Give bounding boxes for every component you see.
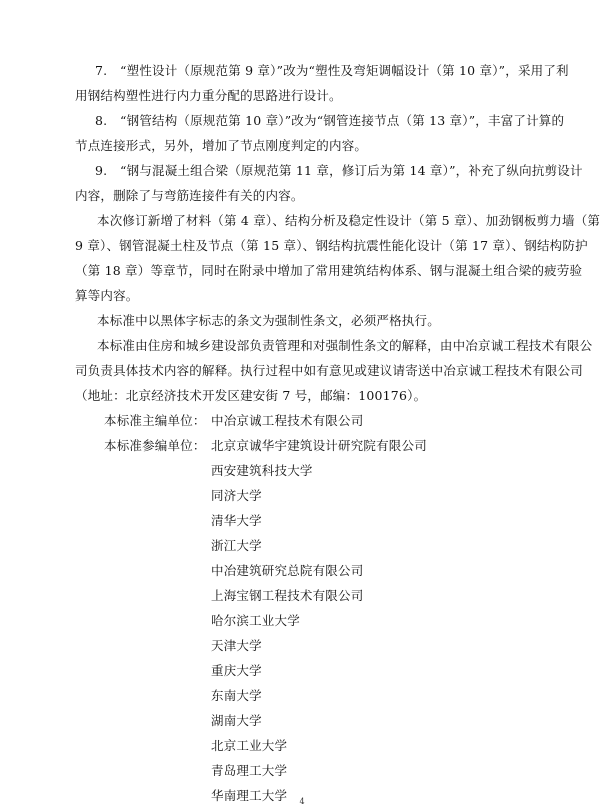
participating-unit: 西安建筑科技大学	[211, 463, 313, 478]
added-content-line-2: 9 章）、钢管混凝土柱及节点（第 15 章）、钢结构抗震性能化设计（第 17 章）、钢结构防护	[75, 238, 588, 253]
participating-unit: 浙江大学	[211, 538, 262, 553]
mandatory-provisions-line: 本标准中以黑体字标志的条文为强制性条文，必须严格执行。	[97, 313, 440, 328]
participating-units-label: 本标准参编单位：	[104, 438, 206, 453]
participating-unit: 北京工业大学	[211, 738, 288, 753]
added-content-line-3: （第 18 章）等章节，同时在附录中增加了常用建筑结构体系、钢与混凝土组合梁的疲劳验	[75, 263, 583, 278]
participating-unit: 哈尔滨工业大学	[211, 613, 300, 628]
participating-unit: 上海宝钢工程技术有限公司	[211, 588, 364, 603]
item-9-line-1: 9. “钢与混凝土组合梁（原规范第 11 章，修订后为第 14 章）”，补充了纵向抗剪设计	[95, 163, 583, 178]
participating-unit: 重庆大学	[211, 663, 262, 678]
participating-unit: 湖南大学	[211, 713, 262, 728]
participating-unit: 青岛理工大学	[211, 763, 288, 778]
management-line-3: （地址：北京经济技术开发区建安街 7 号，邮编：100176）。	[75, 388, 427, 403]
item-7-line-1: 7. “塑性设计（原规范第 9 章）”改为“塑性及弯矩调幅设计（第 10 章）”，采用了利	[95, 63, 569, 78]
chief-editor-label: 本标准主编单位：	[104, 413, 206, 428]
participating-unit: 天津大学	[211, 638, 262, 653]
participating-unit: 东南大学	[211, 688, 262, 703]
page-number: 4	[299, 797, 305, 806]
management-line-2: 司负责具体技术内容的解释。执行过程中如有意见或建议请寄送中冶京诚工程技术有限公司	[75, 363, 584, 378]
item-8-line-2: 节点连接形式，另外，增加了节点刚度判定的内容。	[75, 138, 368, 153]
added-content-line-4: 算等内容。	[75, 288, 139, 303]
participating-unit: 同济大学	[211, 488, 262, 503]
item-7-line-2: 用钢结构塑性进行内力重分配的思路进行设计。	[75, 88, 342, 103]
chief-editor-value: 中冶京诚工程技术有限公司	[211, 413, 364, 428]
added-content-line-1: 本次修订新增了材料（第 4 章）、结构分析及稳定性设计（第 5 章）、加劲钢板剪力墙（第	[97, 213, 601, 228]
participating-unit: 华南理工大学	[211, 788, 288, 803]
item-9-line-2: 内容，删除了与弯筋连接件有关的内容。	[75, 188, 304, 203]
participating-unit: 北京京诚华宇建筑设计研究院有限公司	[211, 438, 427, 453]
participating-unit: 中冶建筑研究总院有限公司	[211, 563, 364, 578]
participating-unit: 清华大学	[211, 513, 262, 528]
management-line-1: 本标准由住房和城乡建设部负责管理和对强制性条文的解释，由中冶京诚工程技术有限公	[97, 338, 593, 353]
item-8-line-1: 8. “钢管结构（原规范第 10 章）”改为“钢管连接节点（第 13 章）”，丰富了计算的	[95, 113, 565, 128]
